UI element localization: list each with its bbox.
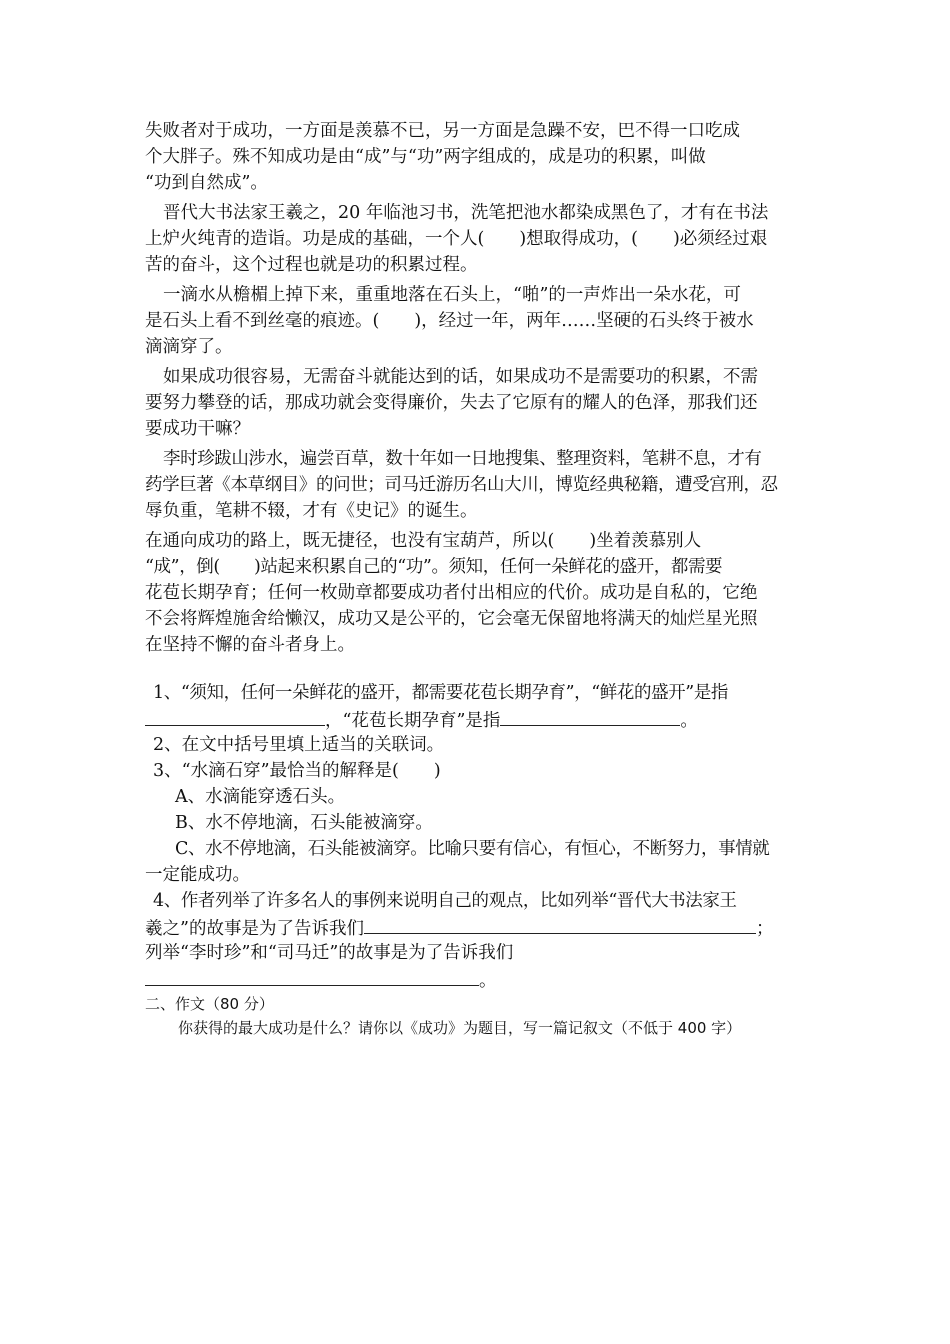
text-line: 苦的奋斗，这个过程也就是功的积累过程。 xyxy=(145,255,478,275)
composition-heading: 二、作文（80 分） xyxy=(145,995,274,1013)
text-line: 药学巨著《本草纲目》的问世；司马迁游历名山大川，博览经典秘籍，遭受宫刑，忍 xyxy=(145,475,778,495)
text-line: 是石头上看不到丝毫的痕迹。( )，经过一年，两年……坚硬的石头终于被水 xyxy=(145,311,754,331)
answer-blank[interactable] xyxy=(145,706,325,726)
question-3-option-c-cont: 一定能成功。 xyxy=(145,865,250,885)
text-line: 上炉火纯青的造诣。功是成的基础，一个人( )想取得成功，( )必须经过艰 xyxy=(145,229,768,249)
text-line: 如果成功很容易，无需奋斗就能达到的话，如果成功不是需要功的积累，不需 xyxy=(163,367,758,387)
text-line: 个大胖子。殊不知成功是由“成”与“功”两字组成的，成是功的积累，叫做 xyxy=(145,147,706,167)
passage-paragraph-6 xyxy=(145,528,811,658)
text-line: 在通向成功的路上，既无捷径，也没有宝葫芦，所以( )坐着羡慕别人 xyxy=(145,531,702,551)
passage-paragraph-3 xyxy=(145,282,811,360)
text-line: 一滴水从檐楣上掉下来，重重地落在石头上，“啪”的一声炸出一朵水花，可 xyxy=(163,285,741,305)
passage-paragraph-5 xyxy=(145,446,811,524)
question-3-option-b[interactable]: B、水不停地滴，石头能被滴穿。 xyxy=(175,813,433,833)
answer-blank[interactable] xyxy=(145,966,479,986)
text-line: 要努力攀登的话，那成功就会变得廉价，失去了它原有的耀人的色泽，那我们还 xyxy=(145,393,758,413)
question-4-text-2: 羲之”的故事是为了告诉我们 xyxy=(145,919,364,939)
composition-section xyxy=(145,992,811,1040)
text-line: 失败者对于成功，一方面是羡慕不已，另一方面是急躁不安，巴不得一口吃成 xyxy=(145,121,740,141)
question-4-line-2 xyxy=(145,914,811,940)
text-line: 要成功干嘛？ xyxy=(145,419,250,439)
text-line: 花苞长期孕育；任何一枚勋章都要成功者付出相应的代价。成功是自私的，它绝 xyxy=(145,583,758,603)
text-line: 辱负重，笔耕不辍，才有《史记》的诞生。 xyxy=(145,501,478,521)
passage-paragraph-4 xyxy=(145,364,811,442)
question-1-mid-text: ，“花苞长期孕育”是指 xyxy=(325,711,501,731)
text-line: 在坚持不懈的奋斗者身上。 xyxy=(145,635,355,655)
questions-section xyxy=(145,680,811,992)
text-line: 李时珍跋山涉水，遍尝百草，数十年如一日地搜集、整理资料，笔耕不息，才有 xyxy=(163,449,762,469)
text-line: 晋代大书法家王羲之，20 年临池习书，洗笔把池水都染成黑色了，才有在书法 xyxy=(163,203,769,223)
text-line: “成”，倒( )站起来积累自己的“功”。须知，任何一朵鲜花的盛开，都需要 xyxy=(145,557,723,577)
text-line: 不会将辉煌施舍给懒汉，成功又是公平的，它会毫无保留地将满天的灿烂星光照 xyxy=(145,609,758,629)
passage-paragraph-1 xyxy=(145,118,811,196)
answer-blank[interactable] xyxy=(500,706,680,726)
question-2-text: 2、在文中括号里填上适当的关联词。 xyxy=(153,735,445,755)
question-3-text: 3、“水滴石穿”最恰当的解释是( ) xyxy=(153,761,441,781)
answer-blank[interactable] xyxy=(364,914,756,934)
question-4-end-1: ； xyxy=(755,919,774,939)
question-1-answer-line xyxy=(145,706,811,732)
question-3-option-a[interactable]: A、水滴能穿透石头。 xyxy=(175,787,346,807)
question-4-text: 4、作者列举了许多名人的事例来说明自己的观点，比如列举“晋代大书法家王 xyxy=(153,891,737,911)
question-4-end-2: 。 xyxy=(479,971,497,991)
passage-paragraph-2 xyxy=(145,200,811,278)
question-4-line-4 xyxy=(145,966,811,992)
text-line: “功到自然成”。 xyxy=(145,173,268,193)
question-4-text-3: 列举“李时珍”和“司马迁”的故事是为了告诉我们 xyxy=(145,943,514,963)
text-line: 滴滴穿了。 xyxy=(145,337,233,357)
question-1-end: 。 xyxy=(680,711,698,731)
composition-prompt: 你获得的最大成功是什么？请你以《成功》为题目，写一篇记叙文（不低于 400 字） xyxy=(178,1019,742,1037)
question-1-text: 1、“须知，任何一朵鲜花的盛开，都需要花苞长期孕育”，“鲜花的盛开”是指 xyxy=(153,683,729,703)
question-3-option-c[interactable]: C、水不停地滴，石头能被滴穿。比喻只要有信心，有恒心，不断努力，事情就 xyxy=(175,839,770,859)
exam-page xyxy=(145,118,811,1040)
